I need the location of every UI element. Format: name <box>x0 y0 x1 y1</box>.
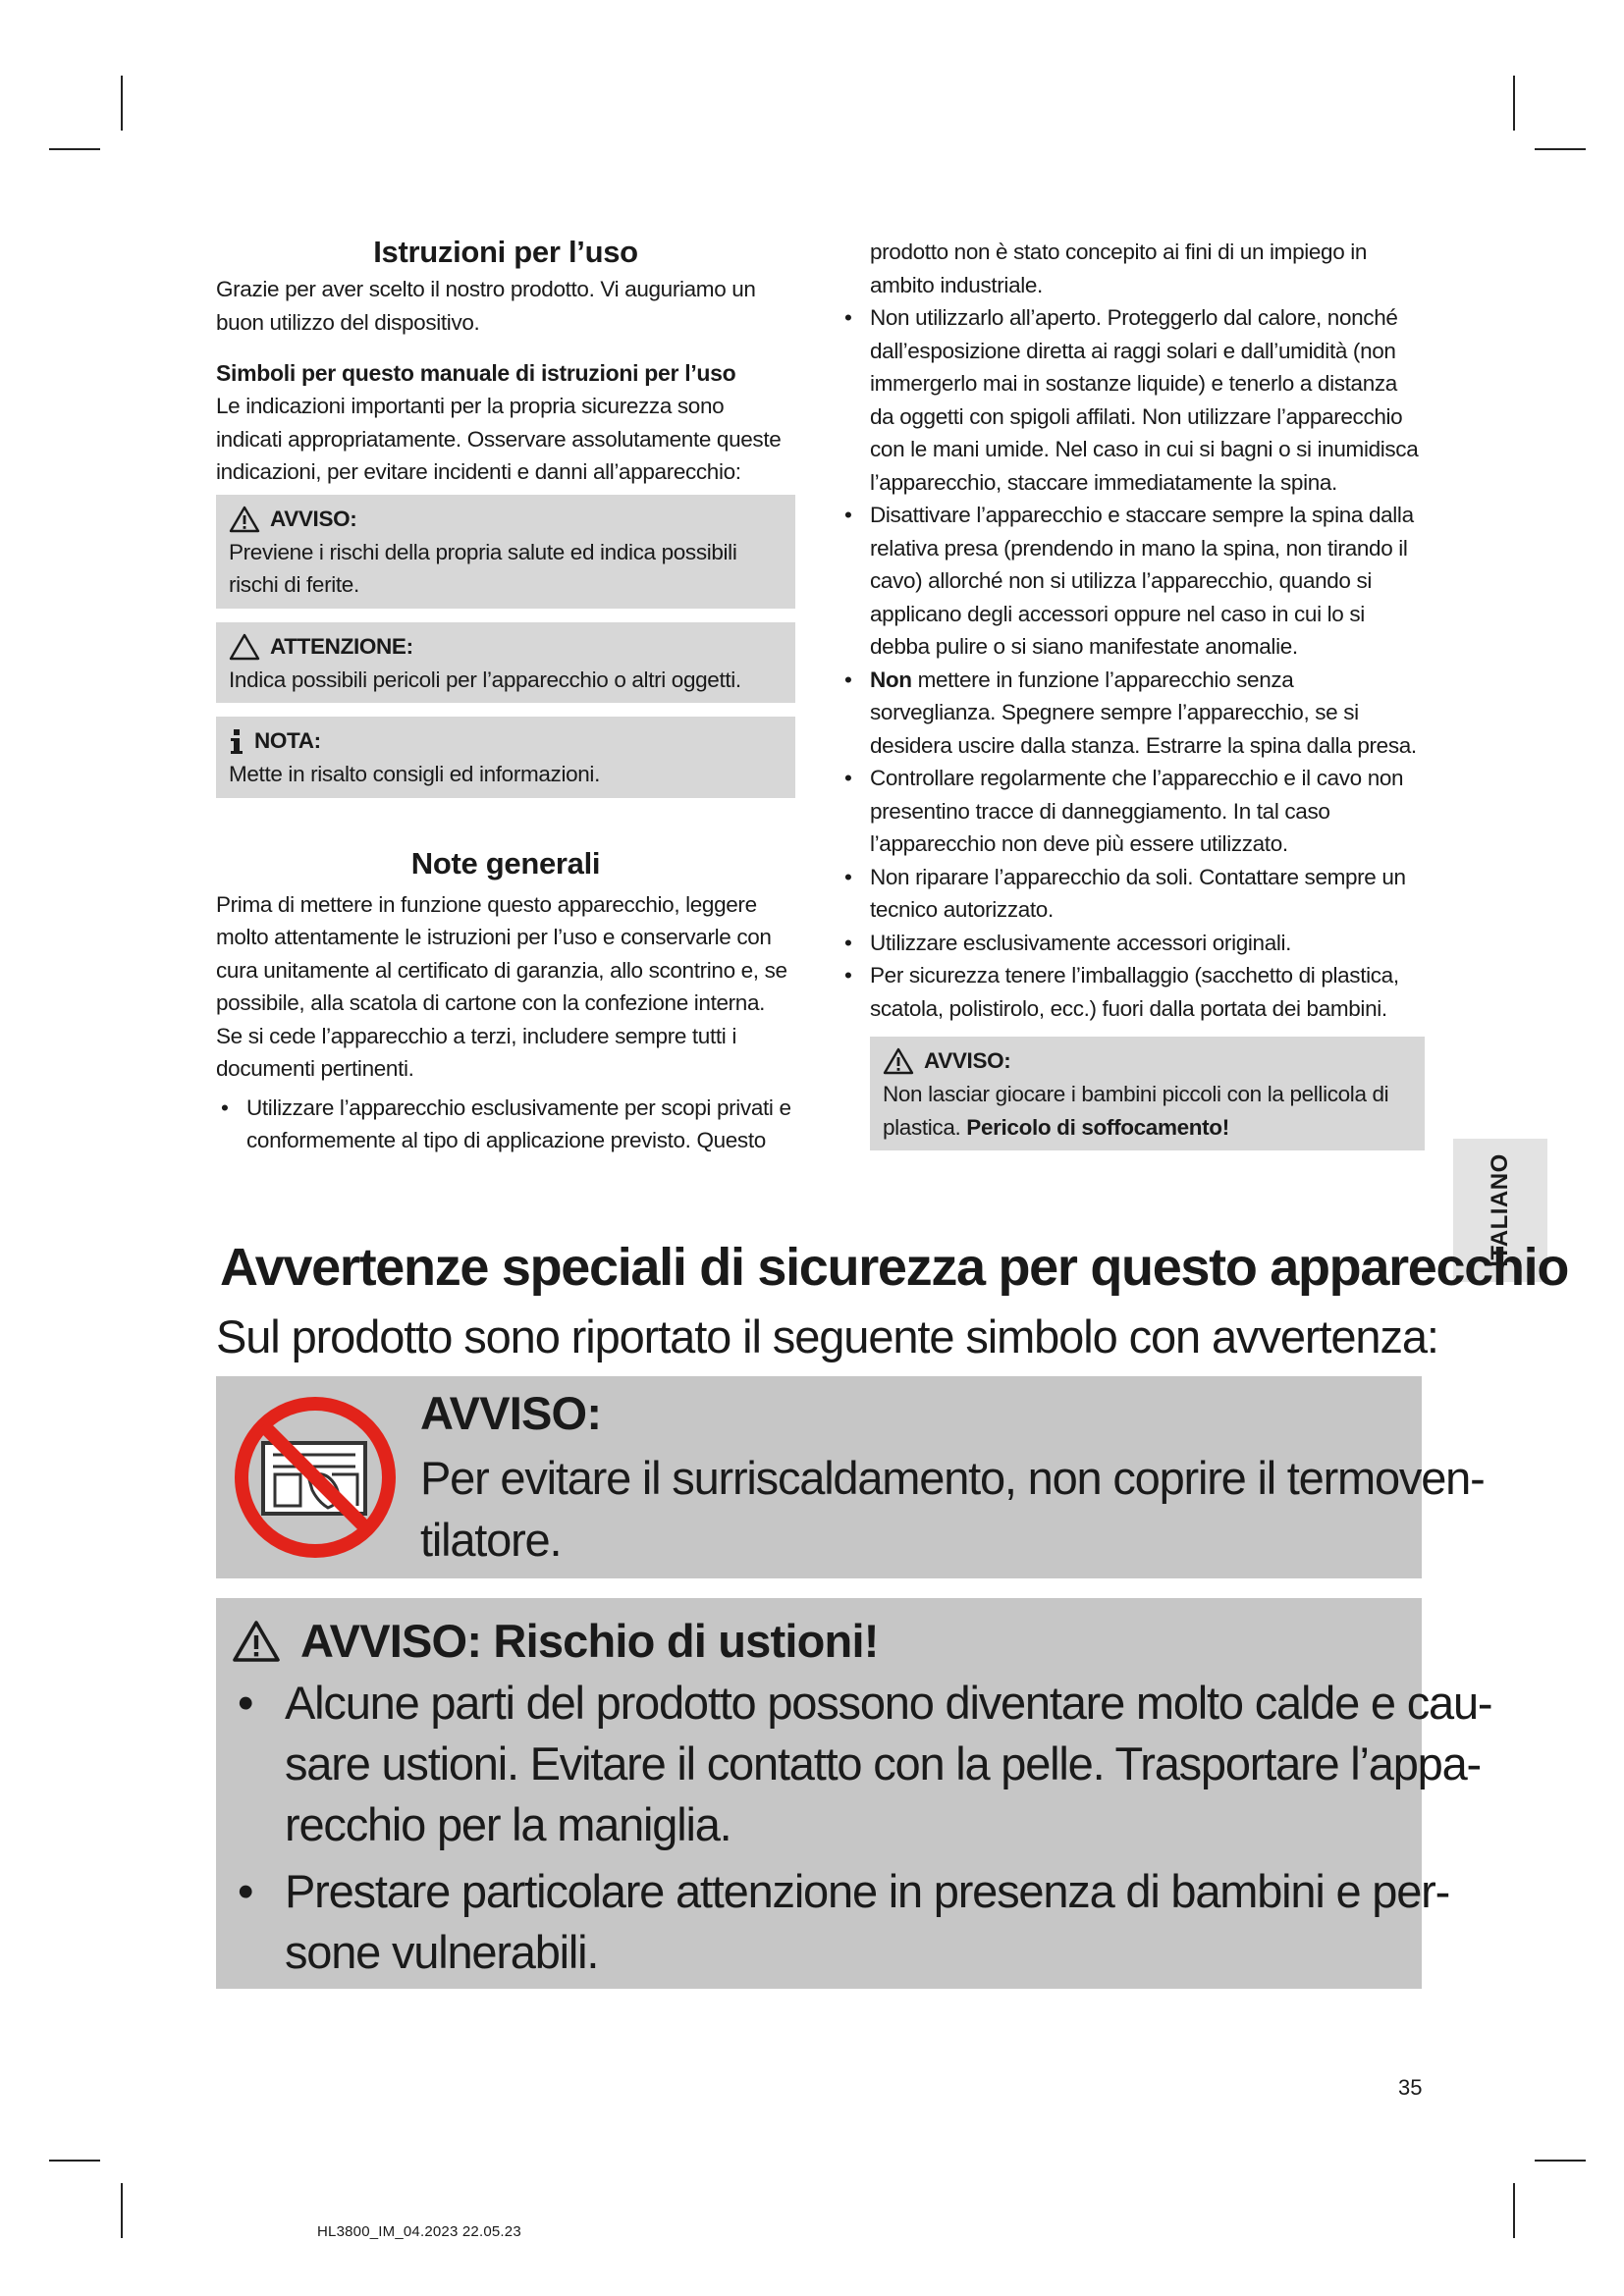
text-line: Per evitare il surriscaldamento, non coprire il termoven- <box>420 1452 1485 1504</box>
symbols-heading: Simboli per questo manuale di istruzioni per l’uso <box>216 360 736 386</box>
continuation-text: prodotto non è stato concepito ai fini di un impiego in ambito industriale. <box>870 240 1368 297</box>
note-definition-box <box>216 717 795 798</box>
list-item: • Utilizzare l’apparecchio esclusivamente per scopi privati e conformemente al tipo di applicazione previsto. Questo <box>216 1092 795 1157</box>
text-line: recchio per la maniglia. <box>285 1798 731 1850</box>
general-notes-text: Prima di mettere in funzione questo apparecchio, leggere molto attentamente le istruzioni per l’uso e conservarle con cura unitamente al certificato di garanzia, allo scontrino e, se possibile, alla scatola di cartone con la confezione interna. Se si cede l’apparecchio a terzi, includere sempre tutti i documenti pertinenti. <box>216 891 787 1081</box>
list-item: • Disattivare l’apparecchio e staccare sempre la spina dalla relativa presa (prendendo in mano la spina, non tirando il cavo) allorché non si utilizza l’apparecchio, quando si applicano degli accessori oppure nel caso in cui lo si debba pulire o si siano manifestate anomalie. <box>839 499 1425 664</box>
caution-definition-text: Indica possibili pericoli per l’apparecchio o altri oggetti. <box>229 667 741 692</box>
plastic-warning-text <box>883 1078 1413 1144</box>
warning-triangle-icon <box>229 506 260 533</box>
caution-triangle-icon <box>229 633 260 661</box>
crop-mark <box>1535 148 1586 150</box>
list-item: • Per sicurezza tenere l’imballaggio (sacchetto di plastica, scatola, polistirolo, ecc.) fuori dalla portata dei bambini. <box>839 959 1425 1025</box>
list-item: • Non riparare l’apparecchio da soli. Contattare sempre un tecnico autorizzato. <box>839 861 1425 927</box>
list-item <box>230 1673 1491 1855</box>
language-label: ITALIANO <box>1487 1153 1513 1267</box>
footer-code: HL3800_IM_04.2023 22.05.23 <box>317 2223 521 2240</box>
do-not-cover-box <box>216 1376 1485 1578</box>
symbols-intro: Le indicazioni importanti per la propria sicurezza sono indicati appropriatamente. Osservare assolutamente queste indicazioni, per evitare incidenti e danni all’apparecchio: <box>216 394 782 484</box>
text-line: sare ustioni. Evitare il contatto con la pelle. Trasportare l’appa- <box>285 1737 1481 1789</box>
plastic-warning-title <box>883 1044 1413 1078</box>
suffocation-warning: Pericolo di soffocamento! <box>966 1114 1229 1140</box>
crop-mark <box>49 2160 100 2162</box>
text-line: Prestare particolare attenzione in presenza di bambini e per- <box>285 1865 1450 1917</box>
left-column <box>216 232 795 1157</box>
text-line: tilatore. <box>420 1514 562 1566</box>
crop-mark <box>121 2183 123 2238</box>
right-column <box>839 236 1425 1150</box>
do-not-cover-icon <box>230 1392 401 1563</box>
text-line: sone vulnerabili. <box>285 1926 599 1978</box>
burn-risk-list <box>230 1673 1491 1983</box>
general-notes-list <box>216 1092 795 1157</box>
note-definition-text: Mette in risalto consigli ed informazioni. <box>229 762 600 786</box>
safety-list <box>839 301 1425 1025</box>
list-item <box>230 1861 1491 1983</box>
do-not-cover-title: AVVISO: <box>420 1387 602 1439</box>
warning-triangle-icon <box>883 1047 914 1075</box>
text-line: Alcune parti del prodotto possono diventare molto calde e cau- <box>285 1677 1492 1729</box>
burn-risk-title <box>232 1610 879 1673</box>
list-item: • Utilizzare esclusivamente accessori originali. <box>839 927 1425 960</box>
general-notes-title: Note generali <box>410 845 601 881</box>
list-item: • Controllare regolarmente che l’apparecchio e il cavo non presentino tracce di danneggiamento. In tal caso l’apparecchio non deve più essere utilizzato. <box>839 762 1425 861</box>
crop-mark <box>121 76 123 131</box>
list-item: • Non utilizzarlo all’aperto. Proteggerlo dal calore, nonché dall’esposizione diretta ai raggi solari e dall’umidità (non immergerlo mai in sostanze liquide) e tenerlo a distanza da oggetti con spigoli affilati. Non utilizzare l’apparecchio con le mani umide. Nel caso in cui si bagni o si inumidisca l’apparecchio, staccare immediatamente la spina. <box>839 301 1425 499</box>
instructions-title: Istruzioni per l’uso <box>373 235 638 269</box>
warning-definition-title <box>229 503 784 536</box>
warning-label: AVVISO: <box>924 1048 1011 1073</box>
bullet: • <box>238 1865 253 1917</box>
warning-definition-box <box>216 495 795 609</box>
crop-mark <box>1513 2183 1515 2238</box>
note-label: NOTA: <box>254 728 321 753</box>
caution-definition-box <box>216 622 795 704</box>
special-safety-subheading: Sul prodotto sono riportato il seguente simbolo con avvertenza: <box>216 1310 1438 1362</box>
intro-text: Grazie per aver scelto il nostro prodotto. Vi auguriamo un buon utilizzo del dispositivo. <box>216 277 756 335</box>
warning-label: AVVISO: <box>270 506 357 531</box>
bullet: • <box>238 1677 253 1729</box>
burn-risk-box <box>216 1598 1492 1989</box>
caution-label: ATTENZIONE: <box>270 633 413 659</box>
plastic-warning-box <box>870 1037 1425 1150</box>
page-number: 35 <box>1398 2075 1423 2100</box>
list-item <box>839 664 1425 763</box>
special-safety-heading: Avvertenze speciali di sicurezza per questo apparecchio <box>220 1238 1569 1297</box>
warning-triangle-icon <box>232 1620 281 1663</box>
info-icon <box>229 727 244 755</box>
warning-definition-text: Previene i rischi della propria salute ed indica possibili rischi di ferite. <box>229 539 737 597</box>
list-item-text: mettere in funzione l’apparecchio senza sorveglianza. Spegnere sempre l’apparecchio, se si desidera uscire dalla stanza. Estrarre la spina dalla presa. <box>870 667 1417 758</box>
crop-mark <box>1513 76 1515 131</box>
do-not-cover-text <box>420 1447 1485 1571</box>
crop-mark <box>1535 2160 1586 2162</box>
plastic-warning-normal: Non lasciar giocare i bambini piccoli con la pellicola di plastica. <box>883 1082 1389 1140</box>
caution-definition-title <box>229 630 784 664</box>
burn-risk-label: AVVISO: Rischio di ustioni! <box>300 1615 879 1667</box>
bold-non: Non <box>870 667 912 692</box>
crop-mark <box>49 148 100 150</box>
note-definition-title <box>229 724 784 758</box>
